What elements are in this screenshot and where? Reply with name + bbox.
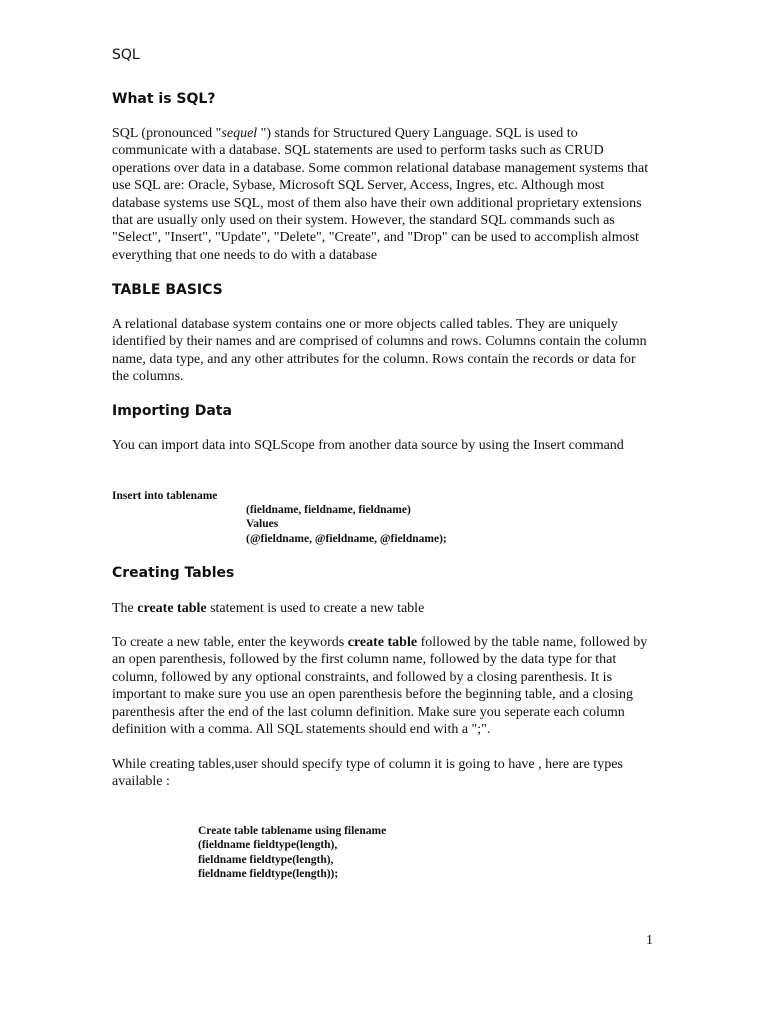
text-segment: ") stands for Structured Query Language. SQL is used to communicate with a database. SQL statements are used to perform tasks such as CRUD operations over data in a database. Some common relational database management systems that use SQL are: Oracle, Sybase, Microsoft SQL Server, Access, Ingres, etc. Although most database systems use SQL, most of them also have their own additional proprietary extensions that are usually only used on their system. However, the standard SQL commands such as "Select", "Insert", "Update", "Delete", "Create", and "Drop" can be used to accomplish almost everything that one needs to do with a database: [112, 126, 649, 263]
paragraph-table-basics: A relational database system contains one or more objects called tables. They are uniquely identified by their names and are comprised of columns and rows. Columns contain the column name, data type, and any other attributes for the column. Rows contain the records or data for the columns.: [112, 317, 647, 385]
text-segment: To create a new table, enter the keywords: [112, 635, 348, 650]
paragraph-column-types: While creating tables,user should specify type of column it is going to have , here are types available :: [112, 757, 623, 790]
heading-importing-data: Importing Data: [112, 403, 232, 419]
page-number: 1: [646, 933, 653, 948]
code-create-line-4: fieldname fieldtype(length));: [198, 868, 339, 880]
paragraph-what-is-sql: [112, 125, 652, 264]
keyword-create-table: create table: [347, 635, 418, 650]
paragraph-create-table-details: [112, 634, 652, 738]
code-create-line-2: (fieldname fieldtype(length),: [198, 839, 338, 851]
heading-what-is-sql: What is SQL?: [112, 91, 216, 107]
code-create-line-1: Create table tablename using filename: [198, 825, 387, 837]
italic-term: sequel: [221, 126, 258, 141]
text-segment: statement is used to create a new table: [206, 601, 425, 616]
heading-creating-tables: Creating Tables: [112, 565, 235, 581]
text-segment: followed by the table name, followed by an open parenthesis, followed by the first column name, followed by the data type for that column, followed by any optional constraints, and followed by a closing parenthesis. It is important to make sure you use an open parenthesis before the beginning table, and a closing parenthesis after the end of the last column definition. Make sure you seperate each column definition with a comma. All SQL statements should end with a ";".: [112, 635, 648, 738]
heading-table-basics: TABLE BASICS: [112, 282, 223, 298]
document-label: SQL: [112, 47, 140, 63]
text-segment: The: [112, 601, 138, 616]
keyword-create-table: create table: [137, 601, 207, 616]
paragraph-importing-data: You can import data into SQLScope from another data source by using the Insert command: [112, 438, 624, 453]
code-insert-line-4: (@fieldname, @fieldname, @fieldname);: [246, 533, 447, 545]
code-create-line-3: fieldname fieldtype(length),: [198, 854, 334, 866]
text-segment: SQL (pronounced ": [112, 126, 222, 141]
code-insert-line-1: Insert into tablename: [112, 490, 218, 502]
code-insert-line-3: Values: [246, 518, 279, 530]
paragraph-create-table-intro: [112, 600, 652, 617]
code-insert-line-2: (fieldname, fieldname, fieldname): [246, 504, 411, 516]
